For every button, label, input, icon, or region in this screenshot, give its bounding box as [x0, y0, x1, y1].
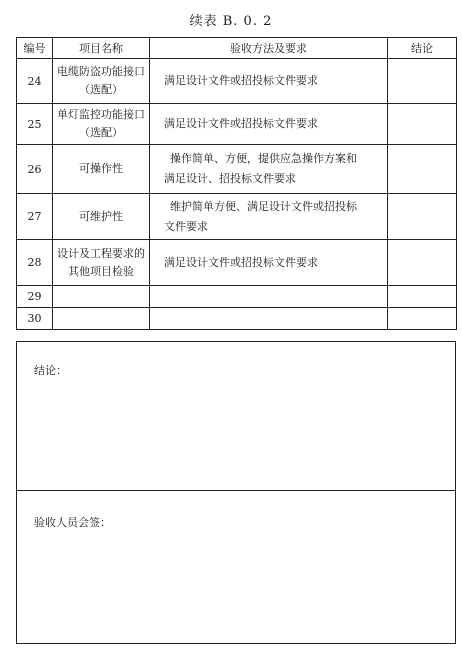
- row-number-text: 28: [27, 256, 42, 269]
- result-cell: [388, 240, 457, 286]
- item-name-cell: [53, 194, 150, 240]
- row-number-text: 26: [27, 162, 42, 176]
- row-number: [17, 240, 53, 286]
- signature-label: 验收人员会签：: [34, 516, 111, 529]
- requirement-line: 满足设计文件或招投标文件要求: [164, 117, 318, 130]
- conclusion-box: [16, 341, 456, 491]
- result-cell: [388, 308, 457, 330]
- table-row: [17, 194, 457, 240]
- requirement-line: 满足设计文件或招投标文件要求: [164, 74, 318, 87]
- row-number-text: 25: [27, 117, 42, 131]
- header-method: 验收方法及要求: [150, 38, 388, 59]
- requirement-cell: [150, 145, 388, 194]
- item-name-line: 可操作性: [79, 162, 123, 175]
- requirement-cell: [150, 308, 388, 330]
- requirement-cell: [150, 59, 388, 104]
- item-name-cell: [53, 240, 150, 286]
- table-row: [17, 145, 457, 194]
- result-cell: [388, 145, 457, 194]
- row-number-text: 30: [27, 312, 42, 325]
- result-cell: [388, 194, 457, 240]
- requirement-line: 满足设计、招投标文件要求: [164, 172, 296, 185]
- row-number: [17, 104, 53, 145]
- row-number: [17, 308, 53, 330]
- result-cell: [388, 59, 457, 104]
- requirement-line: 满足设计文件或招投标文件要求: [164, 255, 318, 269]
- item-name-cell: [53, 59, 150, 104]
- header-num: 编号: [17, 38, 53, 59]
- requirement-cell: [150, 240, 388, 286]
- item-name-line: 设计及工程要求的: [57, 246, 145, 260]
- row-number: [17, 286, 53, 308]
- result-cell: [388, 286, 457, 308]
- item-name-line: 单灯监控功能接口: [57, 108, 145, 121]
- table-row: [17, 286, 457, 308]
- item-name-line: 电缆防盗功能接口: [57, 65, 145, 78]
- requirement-cell: [150, 104, 388, 145]
- header-row: [17, 38, 457, 59]
- table-row: [17, 104, 457, 145]
- table-row: [17, 59, 457, 104]
- item-name-line: 可维护性: [79, 209, 123, 223]
- row-number-text: 24: [27, 74, 42, 88]
- item-name-line: 其他项目检验: [68, 264, 134, 278]
- item-name-cell: [53, 308, 150, 330]
- item-name-line: （选配）: [79, 83, 123, 96]
- row-number: [17, 59, 53, 104]
- table-row: [17, 308, 457, 330]
- requirement-cell: [150, 194, 388, 240]
- row-number: [17, 194, 53, 240]
- result-cell: [388, 104, 457, 145]
- row-number: [17, 145, 53, 194]
- item-name-cell: [53, 104, 150, 145]
- requirement-line: 操作简单、方便，提供应急操作方案和: [170, 152, 357, 165]
- row-number-text: 27: [27, 210, 42, 223]
- item-name-cell: [53, 286, 150, 308]
- item-name-line: （选配）: [79, 126, 123, 139]
- header-item: 项目名称: [53, 38, 150, 59]
- requirement-line: 维护简单方便、满足设计文件或招投标: [170, 199, 357, 213]
- header-result: 结论: [388, 38, 457, 59]
- row-number-text: 29: [27, 290, 42, 303]
- page-title: 续表 B. 0. 2: [189, 14, 273, 29]
- signature-box: [16, 490, 456, 644]
- requirement-cell: [150, 286, 388, 308]
- item-name-cell: [53, 145, 150, 194]
- conclusion-label: 结论：: [34, 364, 67, 377]
- table-row: [17, 240, 457, 286]
- requirement-line: 文件要求: [164, 219, 208, 233]
- acceptance-table: [16, 37, 457, 330]
